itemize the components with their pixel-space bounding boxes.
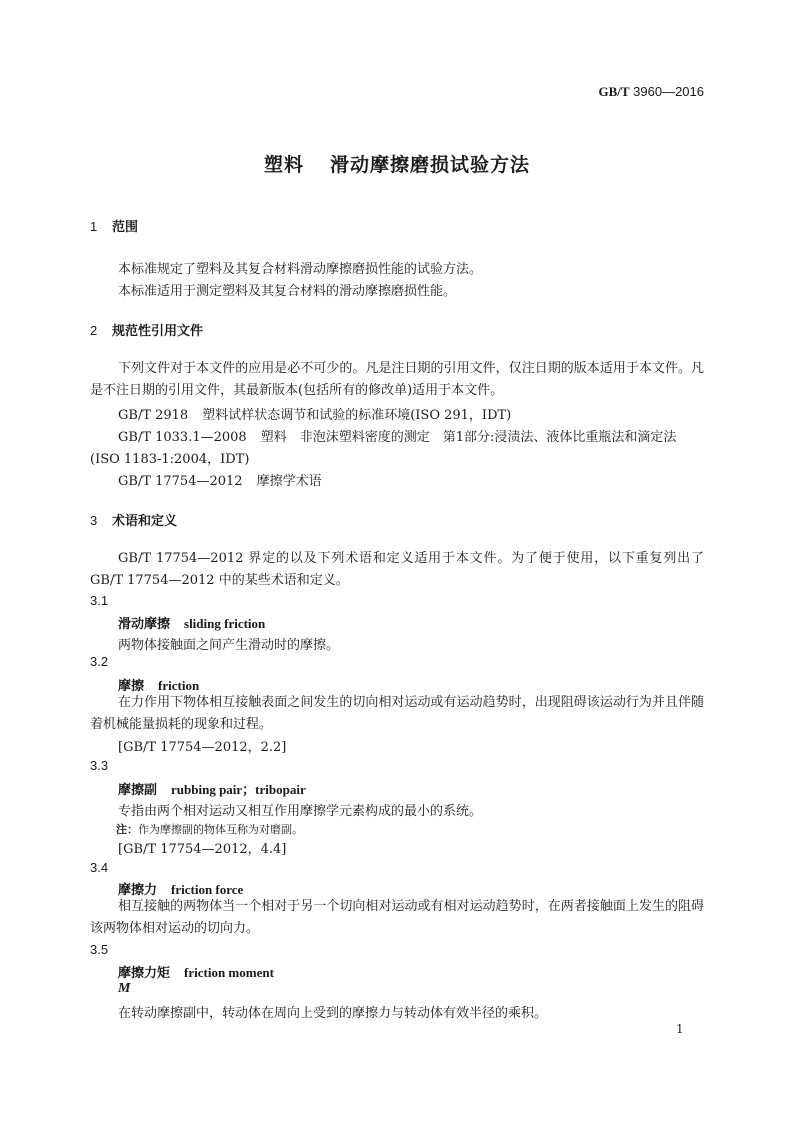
- term-number: 3.5: [90, 942, 109, 957]
- scope-paragraph-2: 本标准适用于测定塑料及其复合材料的滑动摩擦磨损性能。: [118, 284, 457, 299]
- term-definition: 相互接触的两物体当一个相对于另一个切向相对运动或有相对运动趋势时，在两者接触面上发生的阻碍该两物体相对运动的切向力。: [90, 899, 704, 936]
- term-number: 3.1: [90, 593, 109, 608]
- section-heading-scope: 1 范围: [90, 219, 139, 235]
- term-definition: 两物体接触面之间产生滑动时的摩擦。: [118, 638, 340, 653]
- term-definition: 专指由两个相对运动又相互作用摩擦学元素构成的最小的系统。: [118, 804, 483, 819]
- term-definition: 在转动摩擦副中，转动体在周向上受到的摩擦力与转动体有效半径的乘积。: [118, 1006, 548, 1021]
- normative-refs-intro: 下列文件对于本文件的应用是必不可少的。凡是注日期的引用文件，仅注日期的版本适用于本文件。凡是不注日期的引用文件，其最新版本(包括所有的修改单)适用于本文件。: [90, 361, 704, 398]
- page-number: 1: [676, 1022, 684, 1036]
- reference-item: GB/T 2918 塑料试样状态调节和试验的标准环境(ISO 291，IDT): [118, 408, 512, 423]
- standard-identifier: [598, 84, 704, 100]
- standard-prefix: GB/T: [598, 84, 630, 99]
- scope-paragraph-1: 本标准规定了塑料及其复合材料滑动摩擦磨损性能的试验方法。: [118, 262, 483, 277]
- reference-continuation: (ISO 1183-1:2004，IDT): [90, 452, 250, 467]
- title-part2: 滑动摩擦磨损试验方法: [330, 154, 531, 176]
- term-note: 注：作为摩擦副的物体互称为对磨副。: [116, 823, 303, 836]
- document-title: [0, 150, 794, 177]
- term-symbol: M: [118, 981, 131, 996]
- title-part1: 塑料: [263, 154, 304, 176]
- standard-number: 3960—2016: [633, 84, 704, 99]
- term-title: 滑动摩擦 sliding friction: [118, 616, 266, 632]
- term-title: 摩擦力矩 friction moment: [118, 965, 274, 981]
- term-number: 3.3: [90, 758, 109, 773]
- reference-item: GB/T 1033.1—2008 塑料 非泡沫塑料密度的测定 第1部分:浸渍法、液体比重瓶法和滴定法: [118, 430, 677, 445]
- term-title: 摩擦 friction: [118, 678, 200, 694]
- term-number: 3.4: [90, 860, 109, 875]
- term-source: [GB/T 17754—2012，4.4]: [118, 842, 287, 857]
- term-source: [GB/T 17754—2012，2.2]: [118, 740, 287, 755]
- section-heading-terms: 3 术语和定义: [90, 513, 178, 529]
- terms-intro: GB/T 17754—2012 界定的以及下列术语和定义适用于本文件。为了便于使用，以下重复列出了GB/T 17754—2012 中的某些术语和定义。: [90, 551, 704, 588]
- term-definition: 在力作用下物体相互接触表面之间发生的切向相对运动或有运动趋势时，出现阻碍该运动行为并且伴随着机械能量损耗的现象和过程。: [90, 695, 704, 732]
- term-number: 3.2: [90, 654, 109, 669]
- section-heading-normative-refs: 2 规范性引用文件: [90, 323, 204, 339]
- term-title: 摩擦力 friction force: [118, 882, 244, 898]
- term-title: 摩擦副 rubbing pair；tribopair: [118, 782, 306, 798]
- reference-item: GB/T 17754—2012 摩擦学术语: [118, 474, 322, 489]
